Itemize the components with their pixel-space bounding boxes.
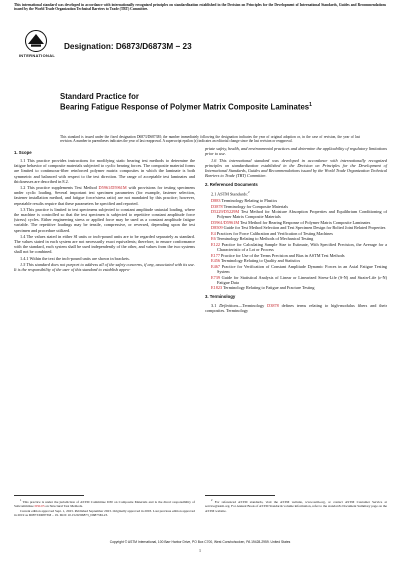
footnote-2 [205, 498, 387, 513]
reference-code[interactable]: E6 [211, 236, 216, 242]
para-1-5: 1.5 This standard does not purport to address all of the safety concerns, if any, associated with its use. It is the responsibility of the user of this standard to establish appro- [14, 262, 195, 273]
footnote-2-text: For referenced ASTM standards, visit the ASTM website, www.astm.org, or contact ASTM Customer Service at service@astm.org. For Annual Book of ASTM Standards volume information, refer to the standard's Document Summary page on the ASTM website. [205, 500, 387, 513]
para-1-1: 1.1 This practice provides instructions for modifying static bearing test methods to determine the fatigue behavior of composite materials subjected to cyclic bearing forces. The composite material forms are limited to continuous-fiber reinforced polymer matrix composites in which the laminate is both symmetric and balanced with respect to the test direction. The range of acceptable test laminates and thicknesses are described in 8.2. [14, 158, 195, 184]
reference-item [211, 231, 387, 236]
reference-code[interactable]: E1823 [211, 285, 223, 291]
reference-title: Test Method for Moisture Absorption Properties and Equilibrium Conditioning of Polymer Matrix Composite Materials [217, 209, 387, 220]
reference-title: Test Method for Bearing Response of Polymer Matrix Composite Laminates [239, 219, 371, 225]
para-1-4-1: 1.4.1 Within the text the inch-pound units are shown in brackets. [20, 255, 130, 261]
para-1-5-cont: priate safety, health, and environmental practices and determine the applicability of regulatory limitations prior to use. [205, 146, 387, 157]
reference-code[interactable]: D3878 [211, 203, 223, 209]
para-2-1 [205, 190, 387, 197]
document-title [60, 101, 360, 112]
reference-code[interactable]: E456 [211, 258, 220, 264]
reference-item [211, 220, 387, 225]
page-number: 1 [199, 548, 201, 553]
title-footnote-mark: 1 [309, 102, 312, 108]
reference-list [205, 198, 387, 290]
reference-item [211, 225, 387, 230]
reference-item [211, 198, 387, 203]
para-1-3: 1.3 This practice is limited to test specimens subjected to constant amplitude uniaxial loading, where the machine is controlled so that the test specimen is subjected to repetitive constant amplitude force (stress) cycles. Either engineering stress or applied force may be used as a constant amplitude fatigue variable. The repetitive loadings may be tensile, compressive, or reversed, depending upon the test specimen and procedure utilized. [14, 206, 195, 233]
reference-code[interactable]: E122 [211, 242, 220, 248]
right-column [205, 146, 387, 314]
designation: Designation: D6873/D6873M − 23 [64, 42, 192, 51]
reference-title: Terminology for Composite Materials [222, 203, 289, 209]
para-3-1-num: 3.1 [211, 302, 220, 308]
reference-code[interactable]: E4 [211, 230, 216, 236]
link-d5961[interactable]: D5961/D5961M [98, 185, 127, 191]
para-1-2 [14, 185, 195, 206]
referenced-documents-heading: 2. Referenced Documents [205, 182, 258, 188]
reference-title: Practice for Use of the Terms Precision and Bias in ASTM Test Methods [219, 252, 345, 258]
footnote-1-text-b: on Structural Test Methods. [44, 504, 83, 509]
standard-type: Standard Practice for [60, 92, 139, 101]
footnote-2-mark: 2 [211, 498, 213, 502]
para-2-1-footnote-mark: 2 [247, 190, 250, 195]
para-3-1 [205, 303, 387, 313]
reference-code[interactable]: D5229/D5229M [211, 209, 240, 215]
copyright-footer: Copyright © ASTM International, 100 Barr Harbor Drive, PO Box C700, West Conshohocken, PA 19428-2959. United States [109, 540, 291, 544]
scope-heading: 1. Scope [14, 150, 32, 155]
reference-item [211, 209, 387, 219]
reference-item [211, 236, 387, 241]
para-1-2-text-b: with provisions for testing specimens under cyclic loading. Several important test specimen parameters (for example, fastener selection, fastener installation method, and fatigue force/stress ratio) are not mandated by this practice; however, repeatable results require that these parameters be specified and reported. [14, 185, 195, 206]
para-1-4: 1.4 The values stated in either SI units or inch-pound units are to be regarded separately as standard. The values stated in each system are not necessarily exact equivalents; therefore, to ensure conformance with the standard, each system shall be used independently of the other, and values from the two systems shall not be combined. [14, 233, 195, 255]
left-column [14, 146, 195, 274]
link-d30-05[interactable]: D30.05 [34, 504, 45, 509]
footnote-1-edition: Current edition approved Sept. 1, 2023. Published September 2023. Originally approved in 2003. Last previous edition approved in 2019 as D6873/D6873M – 19. DOI: 10.1520/D6873_D6873M-23. [14, 508, 195, 517]
reference-title: Practice for Calculating Sample Size to Estimate, With Specified Precision, the Average for a Characteristic of a Lot or Process [217, 242, 387, 253]
reference-item [211, 253, 387, 258]
footnote-1-text: This practice is under the jurisdiction of ASTM Committee D30 on Composite Materials and is the direct responsibility of Subcommittee [14, 500, 195, 509]
reference-title: Terminology Relating to Methods of Mechanical Testing [215, 236, 314, 242]
reference-title: Guide for Statistical Analysis of Linear or Linearized Stress-Life (S-N) and Strain-Life (ε-N) Fatigue Data [217, 274, 387, 285]
reference-title: Practices for Force Calibration and Verification of Testing Machines [215, 230, 333, 236]
reference-item [211, 264, 387, 274]
footnote-rule-left [14, 495, 84, 496]
reference-title: Terminology Relating to Quality and Statistics [219, 258, 301, 264]
reference-title: Terminology Relating to Fatigue and Fracture Testing [222, 285, 315, 291]
reference-item [211, 258, 387, 263]
reference-title: Guide for Test Method Selection and Test Specimen Design for Bolted Joint Related Properties [222, 225, 386, 231]
para-1-6: 1.6 This international standard was developed in accordance with internationally recognized principles on standardization established in the Decision on Principles for the Development of International Standards, Guides and Recommendations issued by the World Trade Organization Technical Barriers to Trade (TBT) Committee. [205, 157, 387, 178]
footnote-rule-right [205, 495, 275, 496]
footnote-1-mark: 1 [20, 498, 22, 502]
title-text: Bearing Fatigue Response of Polymer Matrix Composite Laminates [60, 102, 310, 112]
para-3-1-text-b: defines terms relating to high-modulus fibers and their composites. Terminology [205, 302, 387, 313]
international-notice: This international standard was developed in accordance with internationally recognized principles on standardization established in the Decision on Principles for the Development of International Standards, Guides and Recommendations issued by the World Trade Organization Technical Barriers to Trade (TBT) Committee. [14, 3, 386, 12]
terminology-heading: 3. Terminology [205, 294, 236, 300]
reference-title: Terminology Relating to Plastics [220, 198, 278, 204]
reference-code[interactable]: D5961/D5961M [211, 219, 240, 225]
para-2-1-text: 2.1 ASTM Standards: [211, 191, 248, 197]
reference-title: Practice for Verification of Constant Amplitude Dynamic Forces in an Axial Fatigue Testing System [217, 263, 387, 274]
reference-code[interactable]: D8509 [211, 225, 223, 231]
logo-wordmark: INTERNATIONAL [18, 53, 56, 58]
para-3-1-def: Definitions [219, 302, 239, 308]
para-1-2-text: 1.2 This practice supplements Test Method [20, 185, 99, 191]
reference-item [211, 275, 387, 285]
astm-logo-icon [22, 30, 50, 52]
para-3-1-text: —Terminology [238, 302, 268, 308]
issue-note: This standard is issued under the fixed designation D6873/D6873M; the number immediately following the designation indicates the year of original adoption or, in the case of revision, the year of last revision. A number in parentheses indicates the year of last reapproval. A superscript epsilon (ε) indicates an editorial change since the last revision or reapproval. [60, 135, 360, 144]
reference-code[interactable]: E467 [211, 263, 220, 269]
reference-code[interactable]: E177 [211, 252, 220, 258]
reference-code[interactable]: D883 [211, 198, 221, 204]
reference-item [211, 204, 387, 209]
footnote-1 [14, 498, 195, 517]
reference-item [211, 285, 387, 290]
reference-item [211, 242, 387, 252]
reference-code[interactable]: E739 [211, 274, 220, 280]
link-d3878[interactable]: D3878 [267, 302, 279, 308]
